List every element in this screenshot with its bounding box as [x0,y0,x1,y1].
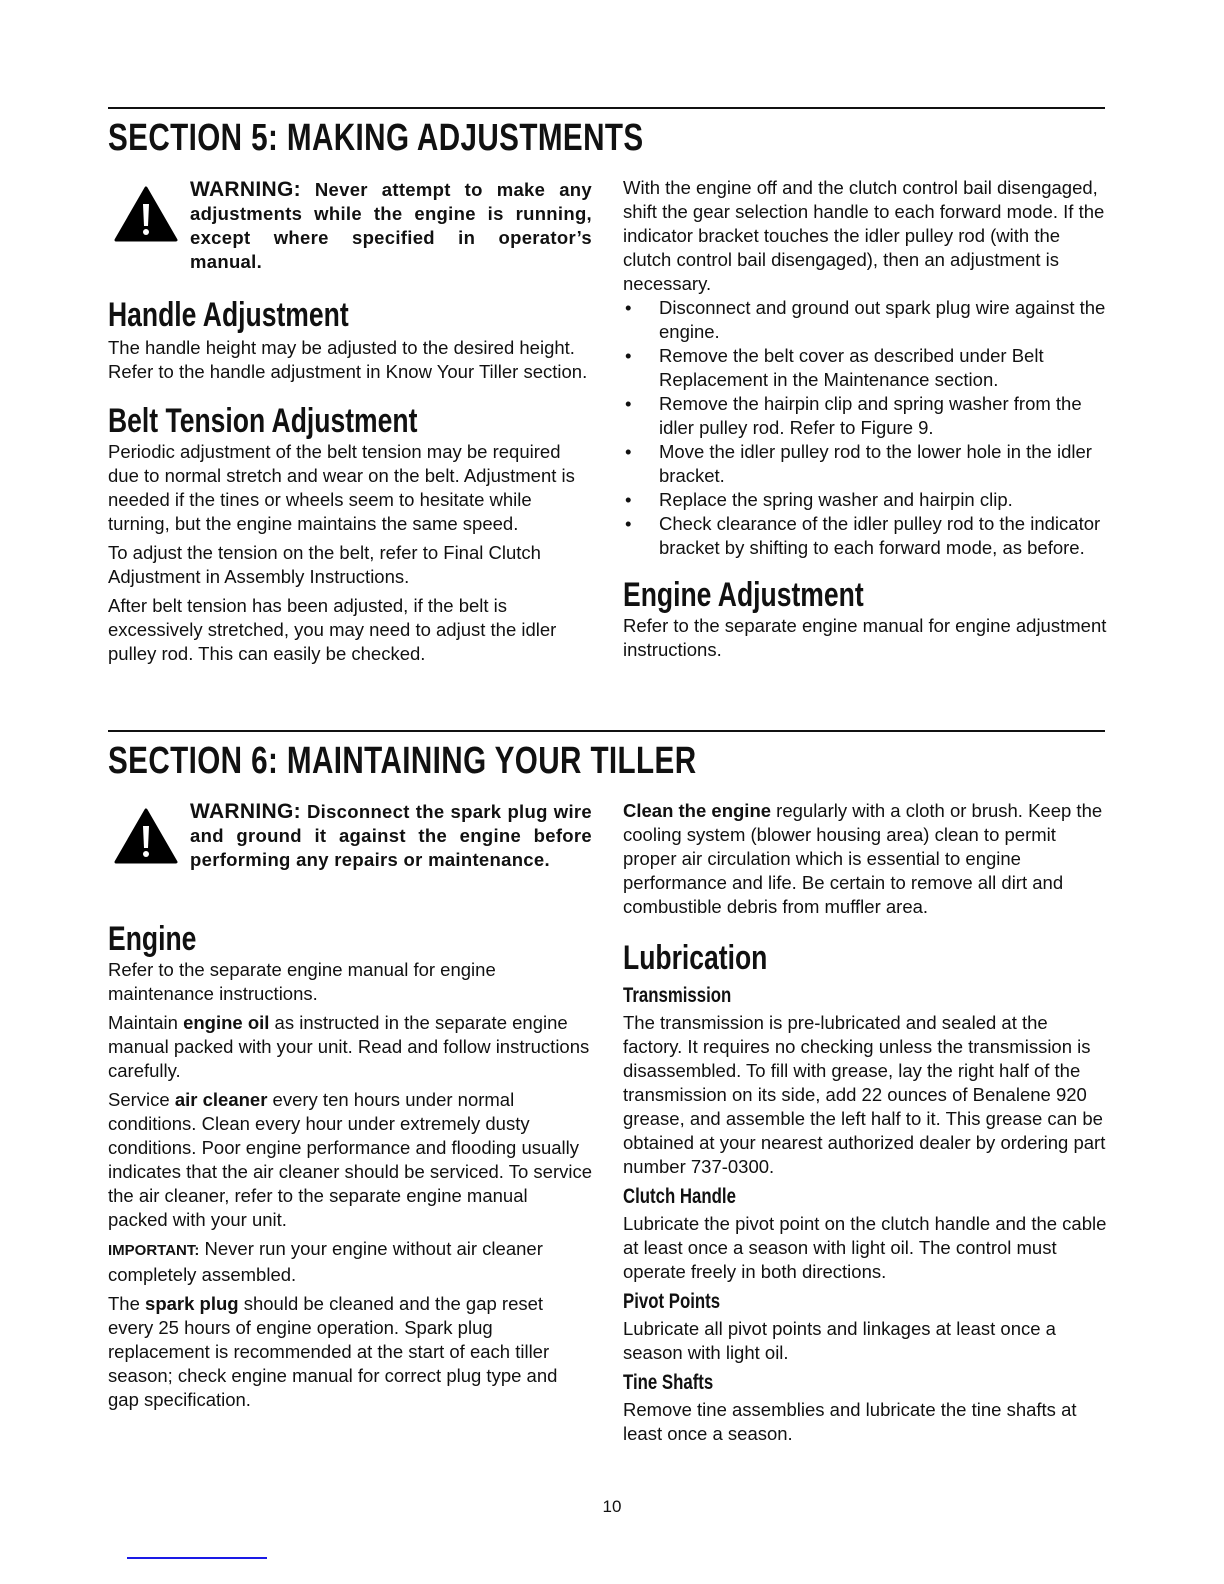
paragraph: With the engine off and the clutch control bail disengaged, shift the gear selection handle to each forward mode. If the indicator bracket touches the idler pulley rod (with the clutch control bail disengaged), then an adjustment is necessary. [623,177,1105,294]
warning-label: WARNING: [190,178,301,201]
warning-icon [114,186,178,242]
paragraph: Refer to the separate engine manual for engine adjustment instructions. [623,615,1107,660]
heading-pivot-points: Pivot Points [623,1290,721,1313]
list-item: • Check clearance of the idler pulley rod to the indicator bracket by shifting to each forward mode, as before. [625,513,1101,558]
paragraph: Lubricate all pivot points and linkages at least once a season with light oil. [623,1318,1056,1363]
section-divider [108,730,1105,732]
paragraph: Remove tine assemblies and lubricate the tine shafts at least once a season. [623,1399,1077,1444]
paragraph: To adjust the tension on the belt, refer to Final Clutch Adjustment in Assembly Instructions. [108,542,541,587]
page-number: 10 [602,1497,622,1516]
heading-engine: Engine [108,920,197,958]
list-item: • Remove the hairpin clip and spring washer from the idler pulley rod. Refer to Figure 9. [625,393,1082,438]
list-item: • Replace the spring washer and hairpin clip. [625,489,1013,510]
paragraph: After belt tension has been adjusted, if the belt is excessively stretched, you may need to adjust the idler pulley rod. This can easily be checked. [108,595,557,664]
paragraph: Clean the engine regularly with a cloth or brush. Keep the cooling system (blower housing area) clean to permit proper air circulation which is essential to engine performance and life. Be certain to remove all dirt and combustible debris from muffler area. [623,800,1103,917]
heading-transmission: Transmission [623,984,732,1007]
warning-text: Disconnect the spark plug wire and ground it against the engine before performing any repairs or maintenance. [190,801,592,870]
list-item: • Disconnect and ground out spark plug wire against the engine. [625,297,1106,342]
left-column-s5 [108,296,592,671]
paragraph: The transmission is pre-lubricated and sealed at the factory. It requires no checking unless the transmission is disassembled. To fill with grease, lay the right half of the transmission on its side, add 22 ounces of Benalene 920 grease, and assemble the left half to it. This grease can be obtained at your nearest authorized dealer by ordering part number 737-0300. [623,1012,1106,1177]
paragraph: IMPORTANT: Never run your engine without air cleaner completely assembled. [108,1238,543,1285]
paragraph: Maintain engine oil as instructed in the separate engine manual packed with your unit. Read and follow instructions carefully. [108,1012,590,1081]
heading-clutch-handle: Clutch Handle [623,1185,736,1208]
section-divider [108,107,1105,109]
warning-icon [114,808,178,864]
paragraph: Service air cleaner every ten hours under normal conditions. Clean every hour under extremely dusty conditions. Poor engine performance and flooding usually indicates that the air cleaner should be serviced. To service the air cleaner, refer to the separate engine manual packed with your unit. [108,1089,593,1230]
heading-handle-adjustment: Handle Adjustment [108,296,349,334]
heading-tine-shafts: Tine Shafts [623,1371,714,1394]
paragraph: The spark plug should be cleaned and the gap reset every 25 hours of engine operation. Spark plug replacement is recommended at the start of each tiller season; check engine manual for correct plug type and gap specification. [108,1293,558,1410]
heading-engine-adjustment: Engine Adjustment [623,576,864,614]
section-5-title: SECTION 5: MAKING ADJUSTMENTS [108,117,644,159]
list-item: • Move the idler pulley rod to the lower hole in the idler bracket. [625,441,1092,486]
paragraph: Refer to the separate engine manual for engine maintenance instructions. [108,959,496,1004]
steps-list [623,296,1107,560]
heading-lubrication: Lubrication [623,939,768,977]
warning-label: WARNING: [190,800,301,823]
footer-line [127,1557,267,1559]
warning-box [108,178,592,274]
paragraph: The handle height may be adjusted to the desired height. Refer to the handle adjustment in Know Your Tiller section. [108,337,588,382]
list-item: • Remove the belt cover as described under Belt Replacement in the Maintenance section. [625,345,1044,390]
left-column-s6 [108,920,592,1417]
warning-box [108,800,592,872]
right-column-s6 [623,799,1107,1451]
heading-belt-tension: Belt Tension Adjustment [108,402,418,440]
right-column-s5 [623,176,1107,667]
paragraph: Lubricate the pivot point on the clutch handle and the cable at least once a season with light oil. The control must operate freely in both directions. [623,1213,1107,1282]
section-6-title: SECTION 6: MAINTAINING YOUR TILLER [108,740,697,782]
warning-text: Never attempt to make any adjustments while the engine is running, except where specified in operator’s manual. [190,179,592,272]
paragraph: Periodic adjustment of the belt tension may be required due to normal stretch and wear on the belt. Adjustment is needed if the tines or wheels seem to hesitate while turning, but the engine maintains the same speed. [108,441,575,534]
